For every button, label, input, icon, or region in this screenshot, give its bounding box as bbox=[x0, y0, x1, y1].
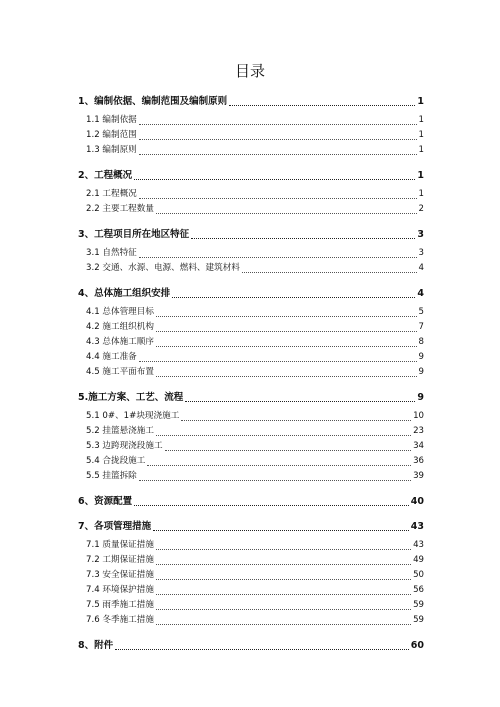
dot-leader bbox=[242, 271, 417, 273]
toc-entry-label: 3、工程项目所在地区特征 bbox=[78, 229, 190, 240]
dot-leader bbox=[115, 648, 409, 650]
dot-leader bbox=[139, 479, 411, 481]
toc-entry-label: 2.1 工程概况 bbox=[86, 189, 137, 199]
toc-page-number: 36 bbox=[413, 456, 424, 466]
toc-page-number: 3 bbox=[418, 248, 424, 258]
toc-subsection[interactable] bbox=[78, 320, 424, 335]
toc-page-number: 5 bbox=[418, 307, 424, 317]
toc-subsection[interactable] bbox=[78, 128, 424, 143]
toc-entry-label: 7、各项管理措施 bbox=[78, 521, 152, 532]
toc-entry-label: 8、附件 bbox=[78, 640, 114, 651]
dot-leader bbox=[147, 464, 411, 466]
table-of-contents bbox=[78, 94, 424, 653]
toc-page-number: 1 bbox=[418, 130, 424, 140]
toc-subsection[interactable] bbox=[78, 538, 424, 553]
dot-leader bbox=[156, 578, 411, 580]
toc-page-number: 60 bbox=[410, 640, 424, 651]
toc-subsection[interactable] bbox=[78, 365, 424, 380]
toc-page-number: 4 bbox=[417, 288, 424, 299]
toc-subsection[interactable] bbox=[78, 613, 424, 628]
dot-leader bbox=[139, 138, 417, 140]
dot-leader bbox=[156, 315, 417, 317]
toc-page-number: 59 bbox=[413, 615, 424, 625]
toc-subsection[interactable] bbox=[78, 568, 424, 583]
dot-leader bbox=[134, 178, 415, 180]
toc-section[interactable] bbox=[78, 519, 424, 534]
toc-page-number: 9 bbox=[418, 352, 424, 362]
toc-entry-label: 5.3 边跨现浇段施工 bbox=[86, 441, 163, 451]
dot-leader bbox=[139, 360, 417, 362]
toc-subsection[interactable] bbox=[78, 113, 424, 128]
toc-section[interactable] bbox=[78, 390, 424, 405]
dot-leader bbox=[156, 434, 411, 436]
toc-entry-label: 7.4 环境保护措施 bbox=[86, 585, 154, 595]
dot-leader bbox=[156, 593, 411, 595]
dot-leader bbox=[165, 449, 412, 451]
dot-leader bbox=[181, 419, 411, 421]
toc-subsection[interactable] bbox=[78, 409, 424, 424]
toc-page-number: 40 bbox=[410, 496, 424, 507]
toc-section[interactable] bbox=[78, 227, 424, 242]
dot-leader bbox=[153, 529, 409, 531]
toc-subsection[interactable] bbox=[78, 202, 424, 217]
toc-entry-label: 7.3 安全保证措施 bbox=[86, 570, 154, 580]
toc-entry-label: 2.2 主要工程数量 bbox=[86, 204, 154, 214]
toc-page-number: 49 bbox=[413, 555, 424, 565]
toc-page-number: 9 bbox=[417, 392, 424, 403]
toc-page-number: 10 bbox=[413, 411, 424, 421]
toc-entry-label: 4.1 总体管理目标 bbox=[86, 307, 154, 317]
toc-page-number: 59 bbox=[413, 600, 424, 610]
dot-leader bbox=[156, 548, 411, 550]
toc-entry-label: 5.4 合拢段施工 bbox=[86, 456, 146, 466]
toc-section[interactable] bbox=[78, 494, 424, 509]
toc-page-number: 1 bbox=[418, 145, 424, 155]
toc-subsection[interactable] bbox=[78, 246, 424, 261]
toc-subsection[interactable] bbox=[78, 598, 424, 613]
dot-leader bbox=[172, 296, 415, 298]
dot-leader bbox=[139, 197, 417, 199]
dot-leader bbox=[156, 345, 417, 347]
toc-page-number: 3 bbox=[417, 229, 424, 240]
toc-subsection[interactable] bbox=[78, 439, 424, 454]
toc-entry-label: 2、工程概况 bbox=[78, 170, 133, 181]
toc-page-number: 8 bbox=[418, 337, 424, 347]
toc-entry-label: 1.2 编制范围 bbox=[86, 130, 137, 140]
toc-entry-label: 4.3 总体施工顺序 bbox=[86, 337, 154, 347]
toc-page-number: 43 bbox=[410, 521, 424, 532]
toc-page-number: 1 bbox=[418, 115, 424, 125]
dot-leader bbox=[185, 400, 415, 402]
dot-leader bbox=[156, 375, 417, 377]
dot-leader bbox=[156, 608, 411, 610]
toc-page-number: 23 bbox=[413, 426, 424, 436]
toc-page-number: 2 bbox=[418, 204, 424, 214]
toc-page-number: 56 bbox=[413, 585, 424, 595]
toc-section[interactable] bbox=[78, 168, 424, 183]
toc-page-number: 50 bbox=[413, 570, 424, 580]
toc-subsection[interactable] bbox=[78, 335, 424, 350]
toc-entry-label: 5.施工方案、工艺、流程 bbox=[78, 392, 184, 403]
toc-entry-label: 4.5 施工平面布置 bbox=[86, 367, 154, 377]
toc-subsection[interactable] bbox=[78, 553, 424, 568]
toc-page-number: 43 bbox=[413, 540, 424, 550]
toc-page-number: 34 bbox=[413, 441, 424, 451]
toc-entry-label: 7.5 雨季施工措施 bbox=[86, 600, 154, 610]
toc-entry-label: 7.1 质量保证措施 bbox=[86, 540, 154, 550]
toc-entry-label: 3.2 交通、水源、电源、燃料、建筑材料 bbox=[86, 263, 240, 273]
toc-entry-label: 4.2 施工组织机构 bbox=[86, 322, 154, 332]
toc-entry-label: 7.2 工期保证措施 bbox=[86, 555, 154, 565]
dot-leader bbox=[139, 256, 417, 258]
dot-leader bbox=[134, 504, 409, 506]
toc-entry-label: 5.5 挂篮拆除 bbox=[86, 471, 137, 481]
toc-subsection[interactable] bbox=[78, 469, 424, 484]
toc-subsection[interactable] bbox=[78, 424, 424, 439]
toc-section[interactable] bbox=[78, 94, 424, 109]
toc-subsection[interactable] bbox=[78, 143, 424, 158]
toc-section[interactable] bbox=[78, 286, 424, 301]
toc-subsection[interactable] bbox=[78, 350, 424, 365]
toc-entry-label: 5.1 0#、1#块现浇施工 bbox=[86, 411, 180, 421]
dot-leader bbox=[156, 330, 417, 332]
toc-page-number: 7 bbox=[418, 322, 424, 332]
toc-entry-label: 4、总体施工组织安排 bbox=[78, 288, 171, 299]
toc-page-number: 1 bbox=[417, 96, 424, 107]
toc-entry-label: 7.6 冬季施工措施 bbox=[86, 615, 154, 625]
toc-section[interactable] bbox=[78, 638, 424, 653]
toc-entry-label: 1.1 编制依据 bbox=[86, 115, 137, 125]
toc-entry-label: 6、资源配置 bbox=[78, 496, 133, 507]
toc-page-number: 1 bbox=[418, 189, 424, 199]
dot-leader bbox=[156, 563, 411, 565]
toc-entry-label: 4.4 施工准备 bbox=[86, 352, 137, 362]
dot-leader bbox=[139, 153, 417, 155]
dot-leader bbox=[139, 123, 417, 125]
toc-subsection[interactable] bbox=[78, 261, 424, 276]
toc-entry-label: 5.2 挂篮悬浇施工 bbox=[86, 426, 154, 436]
toc-page-number: 9 bbox=[418, 367, 424, 377]
toc-page-number: 1 bbox=[417, 170, 424, 181]
toc-entry-label: 3.1 自然特征 bbox=[86, 248, 137, 258]
toc-subsection[interactable] bbox=[78, 187, 424, 202]
toc-entry-label: 1.3 编制原则 bbox=[86, 145, 137, 155]
toc-page-number: 4 bbox=[418, 263, 424, 273]
dot-leader bbox=[156, 623, 411, 625]
toc-subsection[interactable] bbox=[78, 454, 424, 469]
toc-subsection[interactable] bbox=[78, 583, 424, 598]
dot-leader bbox=[229, 104, 415, 106]
page-title: 目录 bbox=[234, 62, 265, 80]
toc-entry-label: 1、编制依据、编制范围及编制原则 bbox=[78, 96, 228, 107]
dot-leader bbox=[156, 212, 417, 214]
toc-page-number: 39 bbox=[413, 471, 424, 481]
dot-leader bbox=[191, 237, 415, 239]
toc-subsection[interactable] bbox=[78, 305, 424, 320]
